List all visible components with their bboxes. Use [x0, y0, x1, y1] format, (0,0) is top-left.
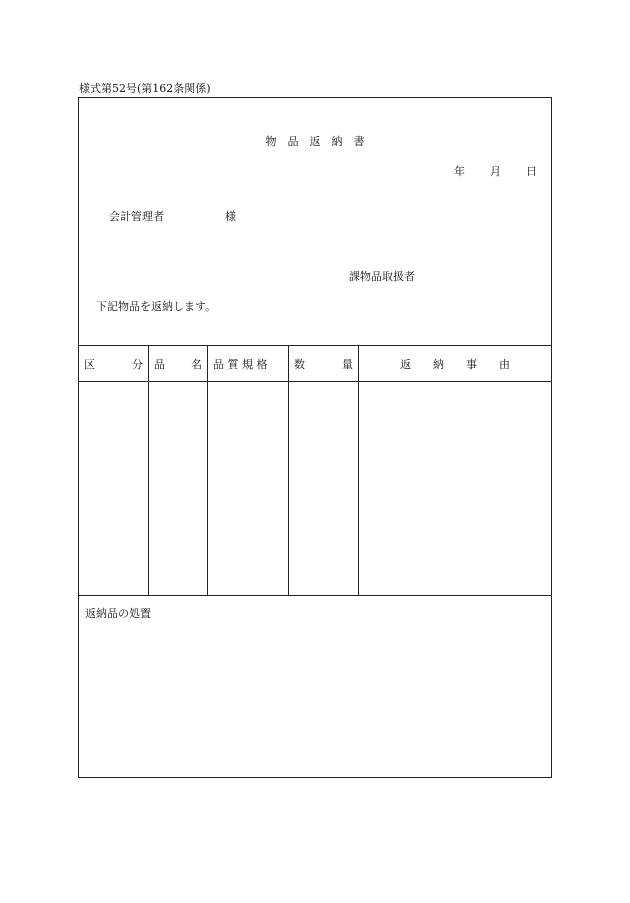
statement: 下記物品を返納します。 — [96, 300, 217, 313]
header-category-char1: 区 — [84, 358, 95, 371]
header-quantity-char1: 数 — [294, 358, 305, 371]
form-label: 様式第52号(第162条関係) — [79, 82, 211, 95]
document-title: 物 品 返 納 書 — [265, 135, 365, 148]
header-quantity-char2: 量 — [342, 358, 353, 371]
column-divider — [358, 346, 359, 595]
form-frame — [78, 97, 552, 778]
header-return-reason: 返 納 事 由 — [400, 358, 510, 371]
header-item-name-char1: 品 — [154, 358, 165, 371]
addressee: 会計管理者 — [109, 210, 164, 223]
column-divider — [148, 346, 149, 595]
header-category-char2: 分 — [132, 358, 143, 371]
issuer-label: 課物品取扱者 — [349, 270, 415, 283]
addressee-honorific: 様 — [225, 210, 236, 223]
header-category — [79, 356, 148, 372]
header-item-name — [149, 356, 207, 372]
disposal-label: 返納品の処置 — [85, 607, 151, 620]
header-quantity — [289, 356, 358, 372]
date-month-label: 月 — [490, 165, 501, 178]
column-divider — [288, 346, 289, 595]
table-header-rule — [79, 381, 551, 382]
items-table — [79, 345, 551, 596]
form-header-section — [79, 98, 551, 345]
header-item-name-char2: 名 — [191, 358, 202, 371]
date-year-label: 年 — [454, 165, 465, 178]
column-divider — [207, 346, 208, 595]
date-day-label: 日 — [526, 165, 537, 178]
header-quality-spec: 品 質 規 格 — [213, 358, 268, 371]
